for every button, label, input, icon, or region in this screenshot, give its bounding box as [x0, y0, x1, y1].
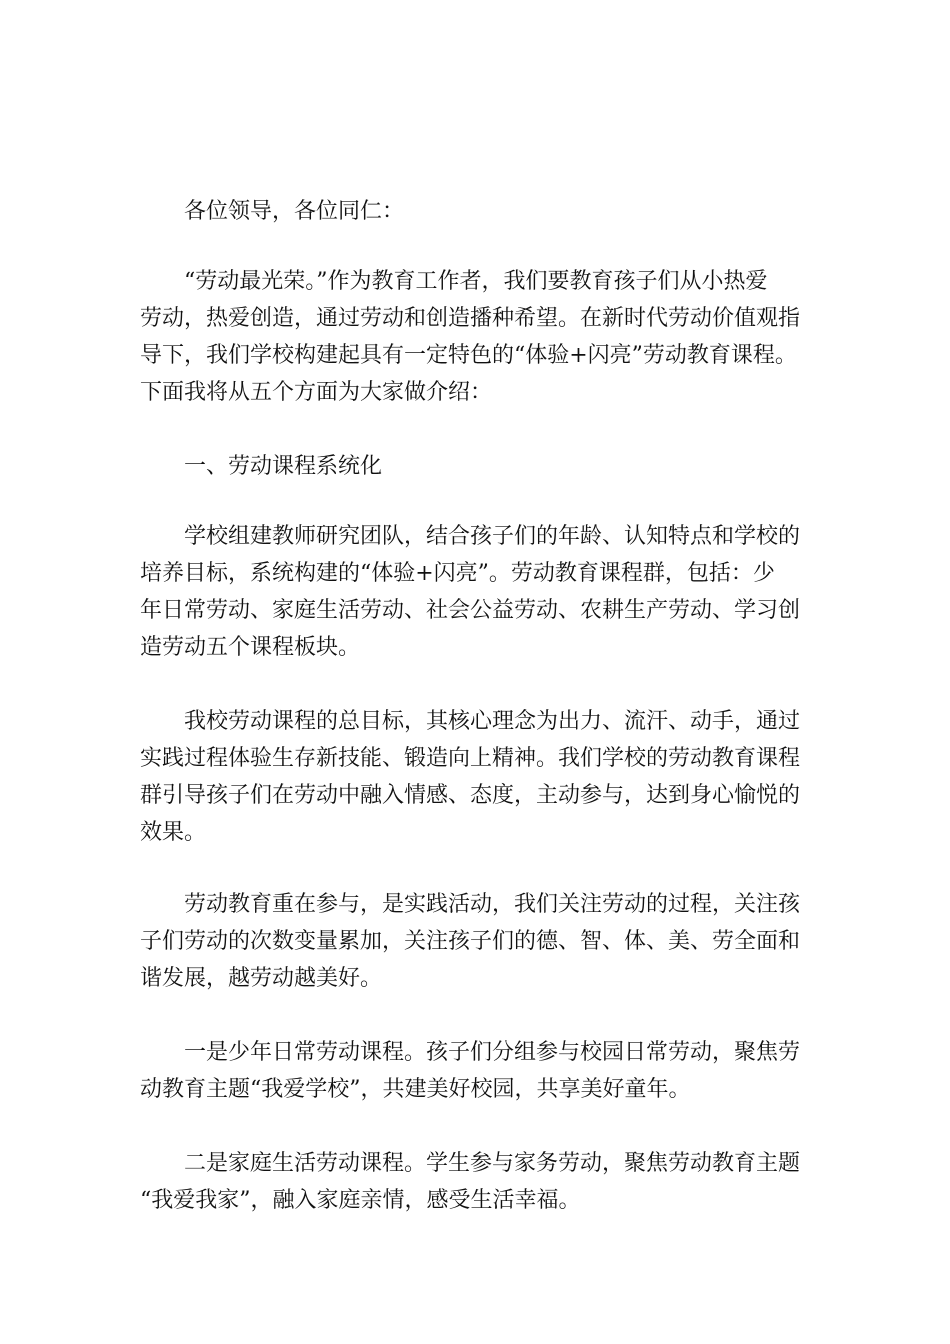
text-line: 导下，我们学校构建起具有一定特色的“体验+闪亮”劳动教育课程。	[140, 343, 797, 368]
text-line: 下面我将从五个方面为大家做介绍：	[140, 380, 493, 405]
text-line: 动教育主题“我爱学校”，共建美好校园，共享美好童年。	[140, 1077, 691, 1102]
text-line: 各位领导，各位同仁：	[184, 199, 405, 224]
text-line: 造劳动五个课程板块。	[140, 635, 361, 660]
text-line: 实践过程体验生存新技能、锻造向上精神。我们学校的劳动教育课程	[140, 746, 801, 771]
text-line: 子们劳动的次数变量累加，关注孩子们的德、智、体、美、劳全面和	[140, 929, 801, 954]
text-line: 劳动教育重在参与，是实践活动，我们关注劳动的过程，关注孩	[184, 892, 801, 917]
text-line: “我爱我家”，融入家庭亲情，感受生活幸福。	[140, 1188, 581, 1213]
paragraph-curriculum-system	[140, 518, 800, 666]
text-line: “劳动最光荣。”作为教育工作者，我们要教育孩子们从小热爱	[184, 269, 768, 294]
text-line: 谐发展，越劳动越美好。	[140, 966, 383, 991]
text-line: 我校劳动课程的总目标，其核心理念为出力、流汗、动手，通过	[184, 709, 801, 734]
text-line: 一是少年日常劳动课程。孩子们分组参与校园日常劳动，聚焦劳	[184, 1040, 801, 1065]
paragraph-overall-goal	[140, 703, 800, 851]
text-line: 一、劳动课程系统化	[184, 454, 383, 479]
paragraph-course-daily	[140, 1034, 800, 1108]
text-line: 劳动，热爱创造，通过劳动和创造播种希望。在新时代劳动价值观指	[140, 306, 801, 331]
text-line: 年日常劳动、家庭生活劳动、社会公益劳动、农耕生产劳动、学习创	[140, 598, 801, 623]
paragraph-participation	[140, 886, 800, 997]
text-line: 效果。	[140, 820, 207, 845]
text-line: 群引导孩子们在劳动中融入情感、态度，主动参与，达到身心愉悦的	[140, 783, 801, 808]
paragraph-intro	[140, 263, 800, 411]
section-heading-1	[140, 448, 382, 485]
text-line: 二是家庭生活劳动课程。学生参与家务劳动，聚焦劳动教育主题	[184, 1151, 801, 1176]
text-line: 培养目标，系统构建的“体验+闪亮”。劳动教育课程群，包括：少	[140, 561, 775, 586]
paragraph-course-family	[140, 1145, 800, 1219]
paragraph-salutation	[140, 193, 404, 230]
text-line: 学校组建教师研究团队，结合孩子们的年龄、认知特点和学校的	[184, 524, 801, 549]
